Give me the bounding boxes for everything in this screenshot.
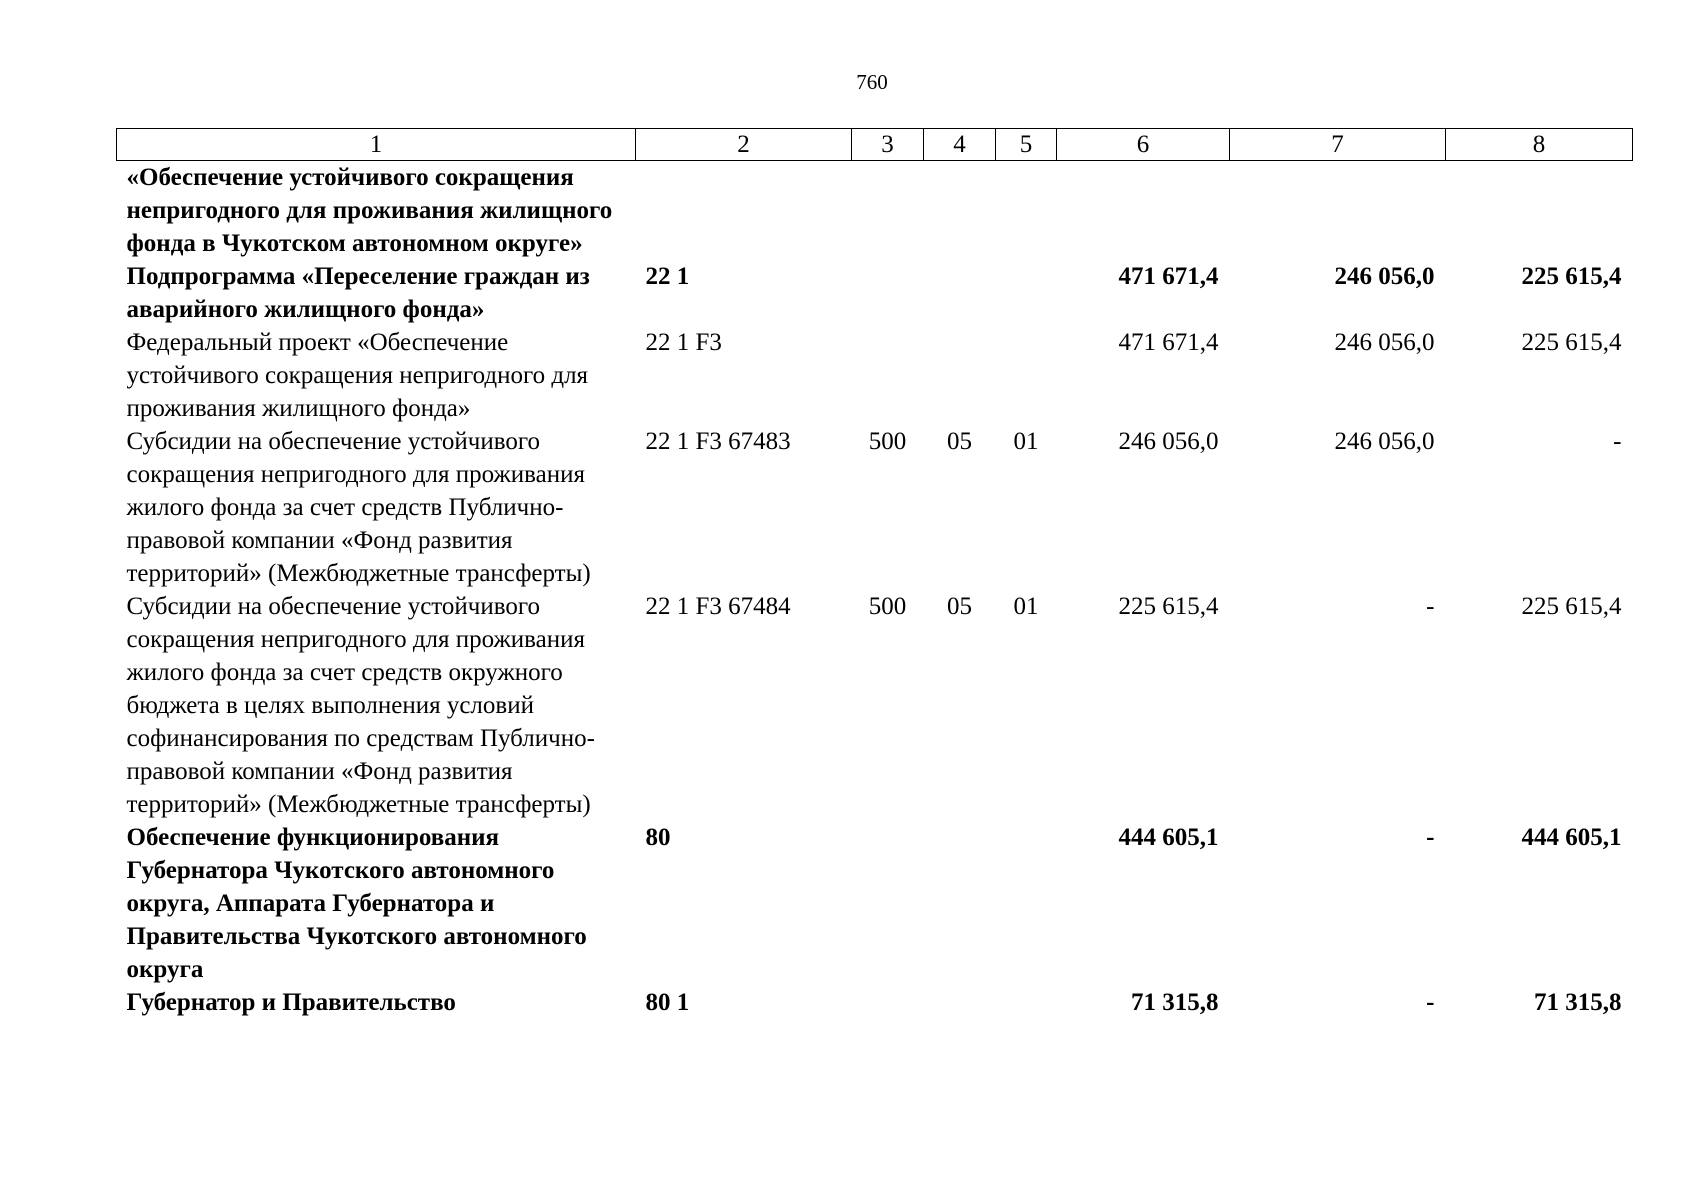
row-amount-regional: 225 615,4 bbox=[1521, 593, 1622, 620]
row-amount-regional: 225 615,4 bbox=[1521, 263, 1622, 290]
row-expense-type: 500 bbox=[868, 428, 907, 455]
row-subsection bbox=[996, 260, 1057, 326]
table-row bbox=[117, 425, 1633, 590]
row-name: Обеспечение функционирования Губернатора Чукотского автономного округа, Аппарата Губернатора и Правительства Чукотского автономного округа bbox=[126, 824, 587, 983]
row-section bbox=[924, 326, 996, 425]
row-section bbox=[924, 260, 996, 326]
row-amount-federal: 246 056,0 bbox=[1334, 263, 1435, 290]
header-col-3: 3 bbox=[852, 129, 924, 161]
table-row bbox=[117, 590, 1633, 821]
header-col-2: 2 bbox=[636, 129, 852, 161]
row-amount-total: 444 605,1 bbox=[1118, 824, 1219, 851]
row-name: Федеральный проект «Обеспечение устойчивого сокращения непригодного для проживания жилищного фонда» bbox=[126, 329, 589, 422]
row-amount-total: 225 615,4 bbox=[1118, 593, 1219, 620]
row-target-article: 22 1 F3 67484 bbox=[645, 593, 791, 620]
row-amount-total: 71 315,8 bbox=[1131, 989, 1219, 1016]
row-section bbox=[924, 821, 996, 986]
row-amount-federal: - bbox=[1426, 824, 1435, 851]
row-subsection: 01 bbox=[1013, 593, 1039, 620]
row-target-article: 22 1 F3 67483 bbox=[645, 428, 791, 455]
row-name: Субсидии на обеспечение устойчивого сокращения непригодного для проживания жилого фонда за счет средств окружного бюджета в целях выполнения условий софинансирования по средствам Публично-правовой компании «Фонд развития территорий» (Межбюджетные трансферты) bbox=[126, 593, 595, 818]
row-expense-type bbox=[852, 326, 924, 425]
table-row bbox=[117, 821, 1633, 986]
table-row bbox=[117, 986, 1633, 1019]
table-row bbox=[117, 260, 1633, 326]
row-subsection: 01 bbox=[1013, 428, 1039, 455]
row-amount-federal: - bbox=[1426, 989, 1435, 1016]
table-row bbox=[117, 326, 1633, 425]
table-body bbox=[117, 161, 1633, 1020]
header-col-4: 4 bbox=[924, 129, 996, 161]
row-target-article bbox=[636, 161, 852, 261]
row-amount-regional: 225 615,4 bbox=[1521, 329, 1622, 356]
row-expense-type bbox=[852, 260, 924, 326]
row-amount-regional bbox=[1446, 161, 1633, 261]
table-header bbox=[117, 129, 1633, 161]
header-col-7: 7 bbox=[1230, 129, 1446, 161]
row-amount-total: 471 671,4 bbox=[1118, 263, 1219, 290]
row-expense-type bbox=[852, 821, 924, 986]
row-amount-regional: - bbox=[1613, 428, 1622, 455]
row-amount-federal: 246 056,0 bbox=[1334, 428, 1435, 455]
row-expense-type bbox=[852, 161, 924, 261]
row-expense-type bbox=[852, 986, 924, 1019]
row-amount-federal: 246 056,0 bbox=[1334, 329, 1435, 356]
row-target-article: 22 1 F3 bbox=[645, 329, 722, 356]
row-name: «Обеспечение устойчивого сокращения непригодного для проживания жилищного фонда в Чукотском автономном округе» bbox=[126, 164, 613, 257]
row-amount-federal: - bbox=[1426, 593, 1435, 620]
header-col-5: 5 bbox=[996, 129, 1057, 161]
row-expense-type: 500 bbox=[868, 593, 907, 620]
header-col-6: 6 bbox=[1057, 129, 1230, 161]
budget-table bbox=[116, 128, 1633, 1019]
row-target-article: 80 1 bbox=[645, 989, 690, 1016]
row-amount-total bbox=[1057, 161, 1230, 261]
row-subsection bbox=[996, 821, 1057, 986]
row-subsection bbox=[996, 326, 1057, 425]
table-row bbox=[117, 161, 1633, 261]
row-subsection bbox=[996, 986, 1057, 1019]
row-amount-regional: 71 315,8 bbox=[1534, 989, 1622, 1016]
header-row bbox=[117, 129, 1633, 161]
row-amount-total: 246 056,0 bbox=[1118, 428, 1219, 455]
row-name: Субсидии на обеспечение устойчивого сокращения непригодного для проживания жилого фонда за счет средств Публично-правовой компании «Фонд развития территорий» (Межбюджетные трансферты) bbox=[126, 428, 591, 587]
row-name: Губернатор и Правительство bbox=[126, 989, 456, 1016]
row-target-article: 22 1 bbox=[645, 263, 690, 290]
row-section bbox=[924, 986, 996, 1019]
row-section bbox=[924, 161, 996, 261]
row-amount-regional: 444 605,1 bbox=[1521, 824, 1622, 851]
row-amount-total: 471 671,4 bbox=[1118, 329, 1219, 356]
header-col-1: 1 bbox=[117, 129, 636, 161]
header-col-8: 8 bbox=[1446, 129, 1633, 161]
row-amount-federal bbox=[1230, 161, 1446, 261]
row-name: Подпрограмма «Переселение граждан из аварийного жилищного фонда» bbox=[126, 263, 590, 323]
page-number: 760 bbox=[856, 70, 888, 94]
row-section: 05 bbox=[947, 593, 972, 620]
row-target-article: 80 bbox=[645, 824, 671, 851]
row-section: 05 bbox=[947, 428, 972, 455]
row-subsection bbox=[996, 161, 1057, 261]
